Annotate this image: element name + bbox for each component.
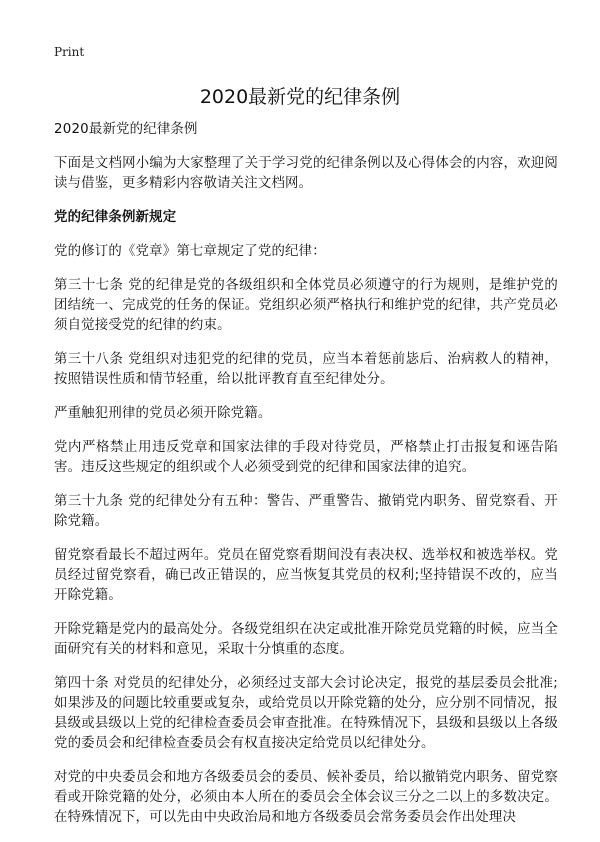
article-40-paragraph: 第四十条 对党员的纪律处分，必须经过支部大会讨论决定，报党的基层委员会批准;如果涉及的问题比较重要或复杂，或给党员以开除党籍的处分，应分别不同情况，报县级或县级以上党的纪律检查委员会审查批准。在特殊情况下，县级和县级以上各级党的委员会和纪律检查委员会有权直接决定给党员以纪律处分。 (54, 676, 558, 751)
document-body (54, 120, 558, 842)
section-heading: 党的纪律条例新规定 (54, 210, 177, 225)
document-title: 2020最新党的纪律条例 (199, 86, 401, 108)
body-paragraph: 党的修订的《党章》第七章规定了党的纪律： (54, 244, 326, 259)
body-paragraph: 开除党籍是党内的最高处分。各级党组织在决定或批准开除党员党籍的时候，应当全面研究有关的材料和意见，采取十分慎重的态度。 (54, 622, 558, 657)
body-paragraph: 留党察看最长不超过两年。党员在留党察看期间没有表决权、选举权和被选举权。党员经过留党察看，确已改正错误的，应当恢复其党员的权利;坚持错误不改的，应当开除党籍。 (54, 548, 558, 603)
body-paragraph: 严重触犯刑律的党员必须开除党籍。 (54, 406, 272, 421)
article-39-paragraph: 第三十九条 党的纪律处分有五种：警告、严重警告、撤销党内职务、留党察看、开除党籍。 (54, 494, 558, 529)
intro-paragraph: 下面是文档网小编为大家整理了关于学习党的纪律条例以及心得体会的内容，欢迎阅读与借鉴，更多精彩内容敬请关注文档网。 (54, 156, 558, 191)
print-link[interactable]: Print (54, 45, 85, 59)
subtitle-paragraph: 2020最新党的纪律条例 (54, 122, 198, 137)
article-37-paragraph: 第三十七条 党的纪律是党的各级组织和全体党员必须遵守的行为规则，是维护党的团结统一、完成党的任务的保证。党组织必须严格执行和维护党的纪律，共产党员必须自觉接受党的纪律的约束。 (54, 278, 558, 333)
article-38-paragraph: 第三十八条 党组织对违犯党的纪律的党员，应当本着惩前毖后、治病救人的精神，按照错误性质和情节轻重，给以批评教育直至纪律处分。 (54, 352, 558, 387)
body-paragraph: 对党的中央委员会和地方各级委员会的委员、候补委员，给以撤销党内职务、留党察看或开除党籍的处分，必须由本人所在的委员会全体会议三分之二以上的多数决定。在特殊情况下，可以先由中央政治局和地方各级委员会常务委员会作出处理决 (54, 770, 558, 825)
body-paragraph: 党内严格禁止用违反党章和国家法律的手段对待党员，严格禁止打击报复和诬告陷害。违反这些规定的组织或个人必须受到党的纪律和国家法律的追究。 (54, 440, 558, 475)
